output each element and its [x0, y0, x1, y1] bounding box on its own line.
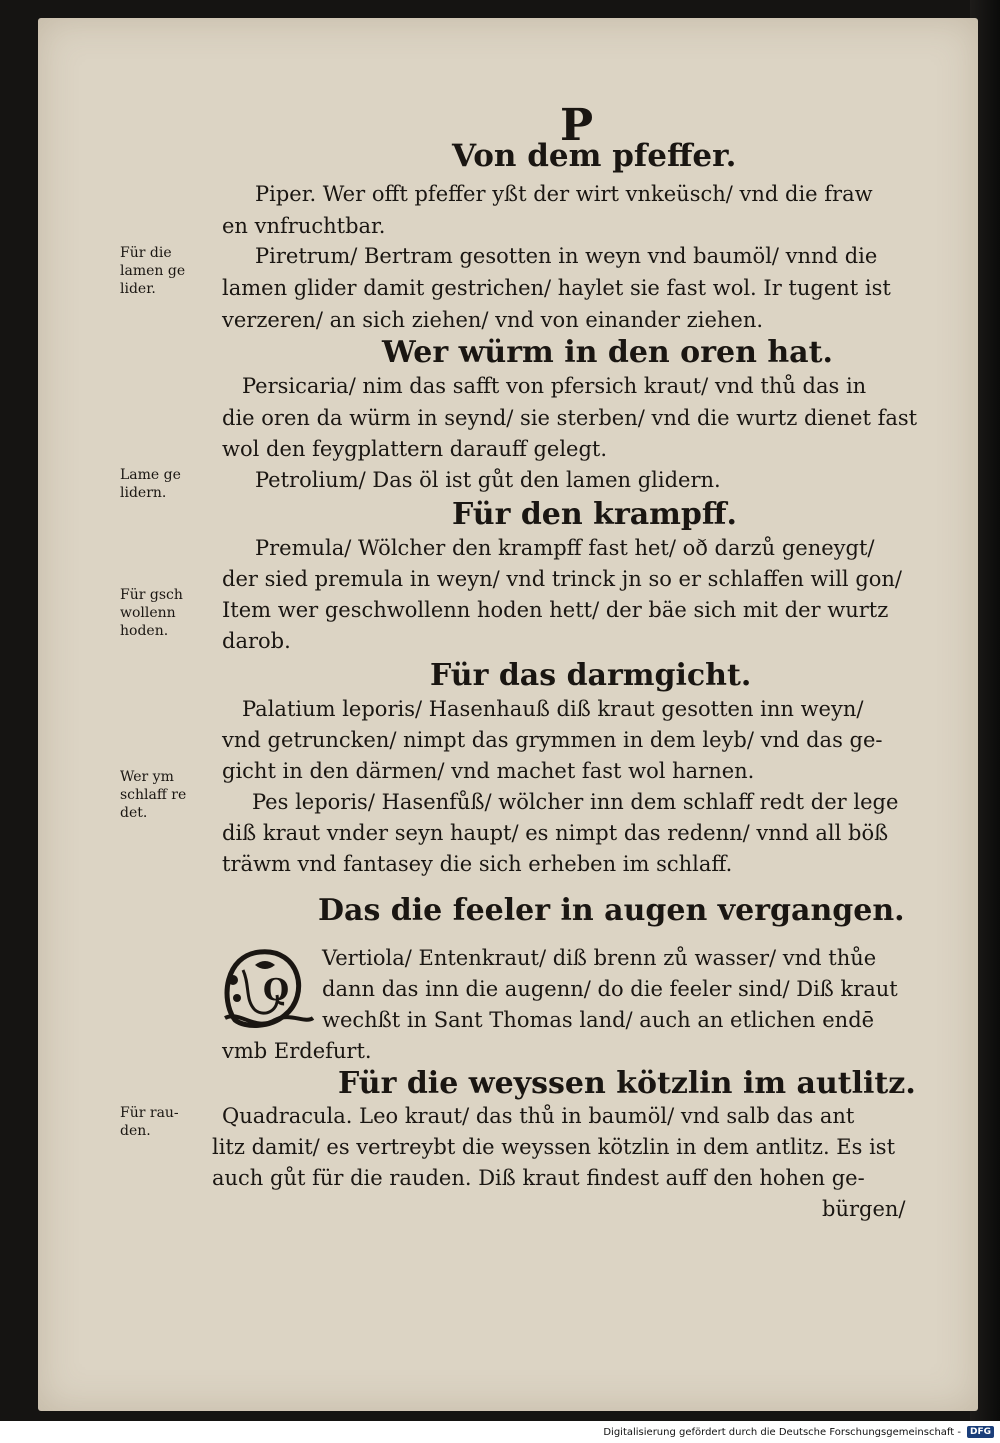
section-heading: Für die weyssen kötzlin im autlitz.	[338, 1066, 916, 1101]
margin-note-line: hoden.	[120, 623, 169, 639]
funding-notice: Digitalisierung gefördert durch die Deutsche Forschungsgemeinschaft -	[603, 1426, 961, 1438]
margin-note-line: Für die	[120, 245, 172, 261]
dfg-logo: DFG	[967, 1426, 994, 1438]
text-line: darob.	[222, 629, 291, 653]
margin-note-line: Wer ym	[120, 769, 174, 785]
text-line: vmb Erdefurt.	[222, 1039, 372, 1063]
initial-flourish	[215, 940, 315, 1032]
text-line: Item wer geschwollenn hoden hett/ der bäe sich mit der wurtz	[222, 598, 889, 622]
margin-note-line: wollenn	[120, 605, 176, 621]
text-line: en vnfruchtbar.	[222, 214, 386, 238]
margin-note-line: lider.	[120, 281, 156, 297]
text-line: Piper. Wer offt pfeffer yßt der wirt vnkeüsch/ vnd die fraw	[255, 182, 873, 206]
text-line: vnd getruncken/ nimpt das grymmen in dem leyb/ vnd das ge-	[222, 728, 883, 752]
text-line: Vertiola/ Entenkraut/ diß brenn zů wasser/ vnd thůe	[322, 946, 877, 970]
margin-note-line: Für rau-	[120, 1105, 179, 1121]
text-line: wechßt in Sant Thomas land/ auch an etlichen endē	[322, 1008, 875, 1032]
text-line: Palatium leporis/ Hasenhauß diß kraut gesotten inn weyn/	[242, 697, 864, 721]
margin-note-line: det.	[120, 805, 148, 821]
margin-note-line: lamen ge	[120, 263, 186, 279]
text-line: Premula/ Wölcher den krampff fast het/ oð darzů geneygt/	[255, 536, 875, 560]
text-line: dann das inn die augenn/ do die feeler sind/ Diß kraut	[322, 977, 898, 1001]
text-line: Pes leporis/ Hasenfůß/ wölcher inn dem schlaff redt der lege	[252, 790, 899, 814]
text-line: litz damit/ es vertreybt die weyssen kötzlin in dem antlitz. Es ist	[212, 1135, 896, 1159]
text-line: die oren da würm in seynd/ sie sterben/ vnd die wurtz dienet fast	[222, 406, 918, 430]
text-line: bürgen/	[822, 1197, 906, 1221]
text-line: diß kraut vnder seyn haupt/ es nimpt das redenn/ vnnd all böß	[222, 821, 889, 845]
section-heading: Das die feeler in augen vergangen.	[318, 893, 905, 928]
text-line: träwm vnd fantasey die sich erheben im schlaff.	[222, 852, 733, 876]
text-line: lamen glider damit gestrichen/ haylet sie fast wol. Ir tugent ist	[222, 276, 891, 300]
section-heading: Für das darmgicht.	[430, 658, 752, 693]
margin-note-line: Lame ge	[120, 467, 181, 483]
page-signature-letter: P	[560, 100, 594, 151]
margin-note	[120, 586, 183, 640]
margin-note	[120, 244, 185, 298]
margin-note	[120, 466, 181, 502]
margin-note-line: schlaff re	[120, 787, 187, 803]
text-line: der sied premula in weyn/ vnd trinck jn so er schlaffen will gon/	[222, 567, 903, 591]
margin-note-line: lidern.	[120, 485, 167, 501]
text-line: auch gůt für die rauden. Diß kraut findest auff den hohen ge-	[212, 1166, 865, 1190]
initial-letter: Q	[263, 973, 290, 1008]
section-heading: Von dem pfeffer.	[452, 138, 737, 174]
text-line: Petrolium/ Das öl ist gůt den lamen glidern.	[255, 468, 721, 492]
text-line: verzeren/ an sich ziehen/ vnd von einander ziehen.	[222, 308, 764, 332]
text-line: Persicaria/ nim das safft von pfersich kraut/ vnd thů das in	[242, 374, 867, 398]
section-heading: Für den krampff.	[452, 497, 737, 532]
margin-note	[120, 768, 186, 822]
text-line: wol den feygplattern darauff gelegt.	[222, 437, 608, 461]
decorated-initial	[215, 940, 315, 1032]
margin-note	[120, 1104, 179, 1140]
text-line: Piretrum/ Bertram gesotten in weyn vnd baumöl/ vnnd die	[255, 244, 878, 268]
margin-note-line: Für gsch	[120, 587, 183, 603]
footer-bar	[0, 1421, 1000, 1443]
text-line: Quadracula. Leo kraut/ das thů in baumöl/ vnd salb das ant	[222, 1104, 855, 1128]
margin-note-line: den.	[120, 1123, 151, 1139]
section-heading: Wer würm in den oren hat.	[382, 335, 833, 370]
text-line: gicht in den därmen/ vnd machet fast wol harnen.	[222, 759, 755, 783]
